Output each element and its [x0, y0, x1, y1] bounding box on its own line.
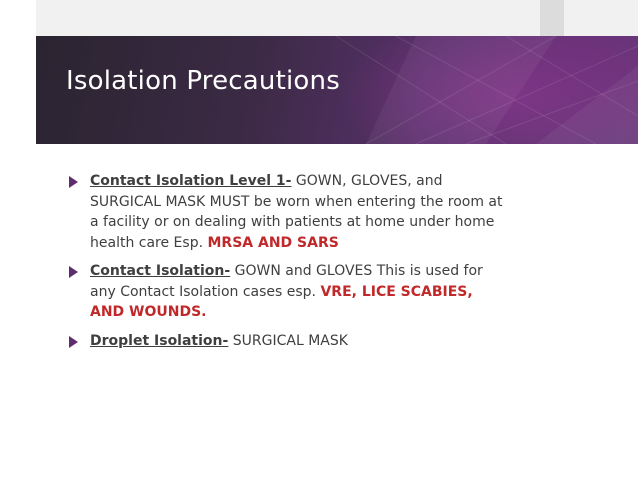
triangle-bullet-icon — [69, 336, 78, 348]
bullet-lead: Contact Isolation Level 1- — [90, 173, 292, 189]
title-bar — [36, 36, 638, 144]
bullet-text: SURGICAL MASK — [228, 332, 348, 349]
bullet-item-contact-isolation — [70, 261, 510, 323]
bullet-emphasis: VRE, LICE SCABIES, AND WOUNDS. — [90, 283, 473, 320]
bullet-item-contact-isolation-level-1 — [70, 171, 510, 253]
decorative-tab — [540, 0, 564, 36]
bullet-text: GOWN, GLOVES, and SURGICAL MASK MUST be worn when entering the room at a facility or on dealing with patients at home under home health care Esp. — [90, 173, 503, 251]
bullet-lead: Droplet Isolation- — [90, 332, 229, 349]
bullet-emphasis: MRSA AND SARS — [207, 234, 339, 251]
triangle-bullet-icon — [69, 176, 78, 188]
bullet-lead: Contact Isolation- — [90, 263, 231, 279]
bullet-list — [70, 171, 510, 359]
bullet-text: GOWN and GLOVES This is used for any Contact Isolation cases esp. — [90, 263, 483, 300]
bullet-item-droplet-isolation — [70, 331, 510, 352]
slide-title: Isolation Precautions — [66, 66, 340, 96]
triangle-bullet-icon — [69, 266, 78, 278]
